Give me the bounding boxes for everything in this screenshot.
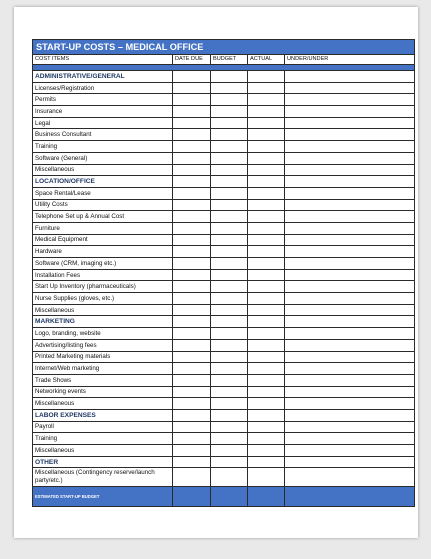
under-under-cell[interactable] [285,187,415,199]
actual-cell[interactable] [248,141,285,153]
date-due-cell[interactable] [173,468,211,487]
cost-item-label: Space Rental/Lease [33,187,173,199]
actual-cell[interactable] [248,152,285,164]
cost-item-row [33,164,415,176]
cost-item-label: Insurance [33,106,173,118]
cost-item-row [33,222,415,234]
actual-cell[interactable] [248,234,285,246]
total-actual-cell[interactable] [248,487,285,507]
budget-cell[interactable] [211,293,248,305]
cost-item-row [33,141,415,153]
budget-cell[interactable] [211,281,248,293]
budget-cell[interactable] [211,456,248,468]
date-due-cell[interactable] [173,328,211,340]
cost-item-label: Software (General) [33,152,173,164]
actual-cell[interactable] [248,293,285,305]
cost-item-row [33,269,415,281]
actual-cell[interactable] [248,328,285,340]
actual-cell[interactable] [248,211,285,223]
cost-item-label: Installation Fees [33,269,173,281]
under-under-cell[interactable] [285,258,415,270]
cost-item-row [33,398,415,410]
cost-item-row [33,445,415,457]
date-due-cell[interactable] [173,269,211,281]
budget-cell[interactable] [211,363,248,375]
section-row [33,176,415,188]
actual-cell[interactable] [248,339,285,351]
cost-item-label: Logo, branding, website [33,328,173,340]
date-due-cell[interactable] [173,141,211,153]
actual-cell[interactable] [248,106,285,118]
cost-item-label: Start Up Inventory (pharmaceuticals) [33,281,173,293]
date-due-cell[interactable] [173,106,211,118]
under-under-cell[interactable] [285,164,415,176]
date-due-cell[interactable] [173,363,211,375]
cost-item-row [33,199,415,211]
actual-cell[interactable] [248,304,285,316]
date-due-cell[interactable] [173,445,211,457]
budget-cell[interactable] [211,269,248,281]
actual-cell[interactable] [248,71,285,83]
budget-cell[interactable] [211,468,248,487]
under-under-cell[interactable] [285,269,415,281]
total-under-under-cell[interactable] [285,487,415,507]
date-due-cell[interactable] [173,316,211,328]
cost-item-row [33,374,415,386]
under-under-cell[interactable] [285,363,415,375]
under-under-cell[interactable] [285,293,415,305]
cost-item-row [33,106,415,118]
under-under-cell[interactable] [285,409,415,421]
actual-cell[interactable] [248,398,285,410]
cost-item-label: Miscellaneous [33,398,173,410]
date-due-cell[interactable] [173,211,211,223]
actual-cell[interactable] [248,164,285,176]
cost-item-row [33,328,415,340]
date-due-cell[interactable] [173,293,211,305]
under-under-cell[interactable] [285,398,415,410]
cost-item-label: Miscellaneous (Contingency reserve/launch party/etc.) [33,468,173,487]
section-heading: OTHER [33,456,173,468]
section-heading: ADMINISTRATIVE/GENERAL [33,71,173,83]
date-due-cell[interactable] [173,246,211,258]
actual-cell[interactable] [248,374,285,386]
budget-cell[interactable] [211,386,248,398]
actual-cell[interactable] [248,199,285,211]
under-under-cell[interactable] [285,211,415,223]
cost-item-label: Legal [33,117,173,129]
cost-item-row [33,129,415,141]
actual-cell[interactable] [248,82,285,94]
date-due-cell[interactable] [173,304,211,316]
date-due-cell[interactable] [173,258,211,270]
cost-item-row [33,117,415,129]
date-due-cell[interactable] [173,71,211,83]
budget-cell[interactable] [211,82,248,94]
date-due-cell[interactable] [173,374,211,386]
cost-item-row [33,339,415,351]
under-under-cell[interactable] [285,71,415,83]
section-row [33,456,415,468]
budget-cell[interactable] [211,258,248,270]
date-due-cell[interactable] [173,129,211,141]
under-under-cell[interactable] [285,304,415,316]
cost-item-row [33,258,415,270]
under-under-cell[interactable] [285,106,415,118]
under-under-cell[interactable] [285,94,415,106]
section-row [33,409,415,421]
actual-cell[interactable] [248,117,285,129]
column-header-budget: BUDGET [211,55,248,65]
under-under-cell[interactable] [285,351,415,363]
cost-item-row [33,94,415,106]
under-under-cell[interactable] [285,82,415,94]
date-due-cell[interactable] [173,152,211,164]
under-under-cell[interactable] [285,246,415,258]
budget-cell[interactable] [211,316,248,328]
budget-cell[interactable] [211,421,248,433]
cost-item-row [33,386,415,398]
section-row [33,71,415,83]
cost-item-row [33,281,415,293]
cost-item-row [33,293,415,305]
cost-item-label: Business Consultant [33,129,173,141]
budget-cell[interactable] [211,164,248,176]
cost-item-label: Medical Equipment [33,234,173,246]
date-due-cell[interactable] [173,281,211,293]
sheet-title: START-UP COSTS – MEDICAL OFFICE [33,40,415,55]
actual-cell[interactable] [248,363,285,375]
date-due-cell[interactable] [173,199,211,211]
section-row [33,316,415,328]
budget-cell[interactable] [211,409,248,421]
budget-cell[interactable] [211,339,248,351]
date-due-cell[interactable] [173,398,211,410]
budget-cell[interactable] [211,328,248,340]
under-under-cell[interactable] [285,281,415,293]
startup-costs-table [32,39,415,507]
date-due-cell[interactable] [173,351,211,363]
date-due-cell[interactable] [173,164,211,176]
under-under-cell[interactable] [285,468,415,487]
actual-cell[interactable] [248,421,285,433]
cost-item-label: Utility Costs [33,199,173,211]
cost-item-label: Software (CRM, imaging etc.) [33,258,173,270]
actual-cell[interactable] [248,281,285,293]
cost-item-label: Miscellaneous [33,164,173,176]
cost-item-label: Advertising/listing fees [33,339,173,351]
budget-cell[interactable] [211,433,248,445]
date-due-cell[interactable] [173,234,211,246]
under-under-cell[interactable] [285,386,415,398]
cost-item-label: Nurse Supplies (gloves, etc.) [33,293,173,305]
cost-item-label: Internet/Web marketing [33,363,173,375]
cost-item-label: Licenses/Registration [33,82,173,94]
date-due-cell[interactable] [173,82,211,94]
actual-cell[interactable] [248,94,285,106]
cost-item-label: Training [33,141,173,153]
budget-cell[interactable] [211,106,248,118]
actual-cell[interactable] [248,351,285,363]
under-under-cell[interactable] [285,152,415,164]
cost-item-row [33,246,415,258]
budget-cell[interactable] [211,374,248,386]
actual-cell[interactable] [248,409,285,421]
date-due-cell[interactable] [173,386,211,398]
actual-cell[interactable] [248,433,285,445]
cost-item-row [33,433,415,445]
cost-item-row [33,187,415,199]
budget-cell[interactable] [211,246,248,258]
under-under-cell[interactable] [285,316,415,328]
actual-cell[interactable] [248,222,285,234]
budget-cell[interactable] [211,129,248,141]
under-under-cell[interactable] [285,433,415,445]
under-under-cell[interactable] [285,445,415,457]
budget-cell[interactable] [211,234,248,246]
under-under-cell[interactable] [285,234,415,246]
cost-item-label: Telephone Set up & Annual Cost [33,211,173,223]
column-header-under-under: UNDER/UNDER [285,55,415,65]
column-header-actual: ACTUAL [248,55,285,65]
date-due-cell[interactable] [173,339,211,351]
total-budget-cell[interactable] [211,487,248,507]
cost-item-label: Miscellaneous [33,445,173,457]
actual-cell[interactable] [248,187,285,199]
cost-item-label: Permits [33,94,173,106]
budget-cell[interactable] [211,71,248,83]
date-due-cell[interactable] [173,433,211,445]
budget-cell[interactable] [211,211,248,223]
total-date-due-cell[interactable] [173,487,211,507]
actual-cell[interactable] [248,269,285,281]
cost-item-row [33,363,415,375]
budget-cell[interactable] [211,117,248,129]
under-under-cell[interactable] [285,176,415,188]
under-under-cell[interactable] [285,328,415,340]
under-under-cell[interactable] [285,117,415,129]
header-row [33,55,415,65]
budget-cell[interactable] [211,351,248,363]
under-under-cell[interactable] [285,222,415,234]
cost-item-row [33,234,415,246]
cost-item-row [33,304,415,316]
cost-item-label: Trade Shows [33,374,173,386]
under-under-cell[interactable] [285,421,415,433]
budget-cell[interactable] [211,94,248,106]
budget-cell[interactable] [211,398,248,410]
date-due-cell[interactable] [173,117,211,129]
budget-cell[interactable] [211,445,248,457]
section-heading: LOCATION/OFFICE [33,176,173,188]
actual-cell[interactable] [248,258,285,270]
total-label: ESTIMATED START-UP BUDGET [33,487,173,507]
actual-cell[interactable] [248,386,285,398]
column-header-cost-items: COST ITEMS [33,55,173,65]
under-under-cell[interactable] [285,129,415,141]
actual-cell[interactable] [248,129,285,141]
cost-item-row [33,351,415,363]
budget-cell[interactable] [211,141,248,153]
title-row [33,40,415,55]
budget-cell[interactable] [211,176,248,188]
cost-item-label: Training [33,433,173,445]
cost-item-row [33,468,415,487]
column-header-date-due: DATE DUE [173,55,211,65]
cost-item-label: Miscellaneous [33,304,173,316]
cost-item-label: Hardware [33,246,173,258]
date-due-cell[interactable] [173,176,211,188]
under-under-cell[interactable] [285,374,415,386]
cost-item-row [33,152,415,164]
budget-cell[interactable] [211,199,248,211]
actual-cell[interactable] [248,246,285,258]
cost-item-row [33,82,415,94]
date-due-cell[interactable] [173,94,211,106]
cost-item-row [33,421,415,433]
cost-item-label: Furniture [33,222,173,234]
document-page [14,7,418,538]
date-due-cell[interactable] [173,222,211,234]
cost-item-row [33,211,415,223]
cost-item-label: Networking events [33,386,173,398]
budget-cell[interactable] [211,187,248,199]
date-due-cell[interactable] [173,421,211,433]
cost-item-label: Printed Marketing materials [33,351,173,363]
date-due-cell[interactable] [173,409,211,421]
cost-item-label: Payroll [33,421,173,433]
budget-cell[interactable] [211,304,248,316]
actual-cell[interactable] [248,468,285,487]
budget-cell[interactable] [211,222,248,234]
section-heading: MARKETING [33,316,173,328]
actual-cell[interactable] [248,445,285,457]
actual-cell[interactable] [248,316,285,328]
section-heading: LABOR EXPENSES [33,409,173,421]
date-due-cell[interactable] [173,187,211,199]
date-due-cell[interactable] [173,456,211,468]
under-under-cell[interactable] [285,456,415,468]
actual-cell[interactable] [248,176,285,188]
under-under-cell[interactable] [285,339,415,351]
total-row [33,487,415,507]
actual-cell[interactable] [248,456,285,468]
budget-cell[interactable] [211,152,248,164]
under-under-cell[interactable] [285,199,415,211]
under-under-cell[interactable] [285,141,415,153]
